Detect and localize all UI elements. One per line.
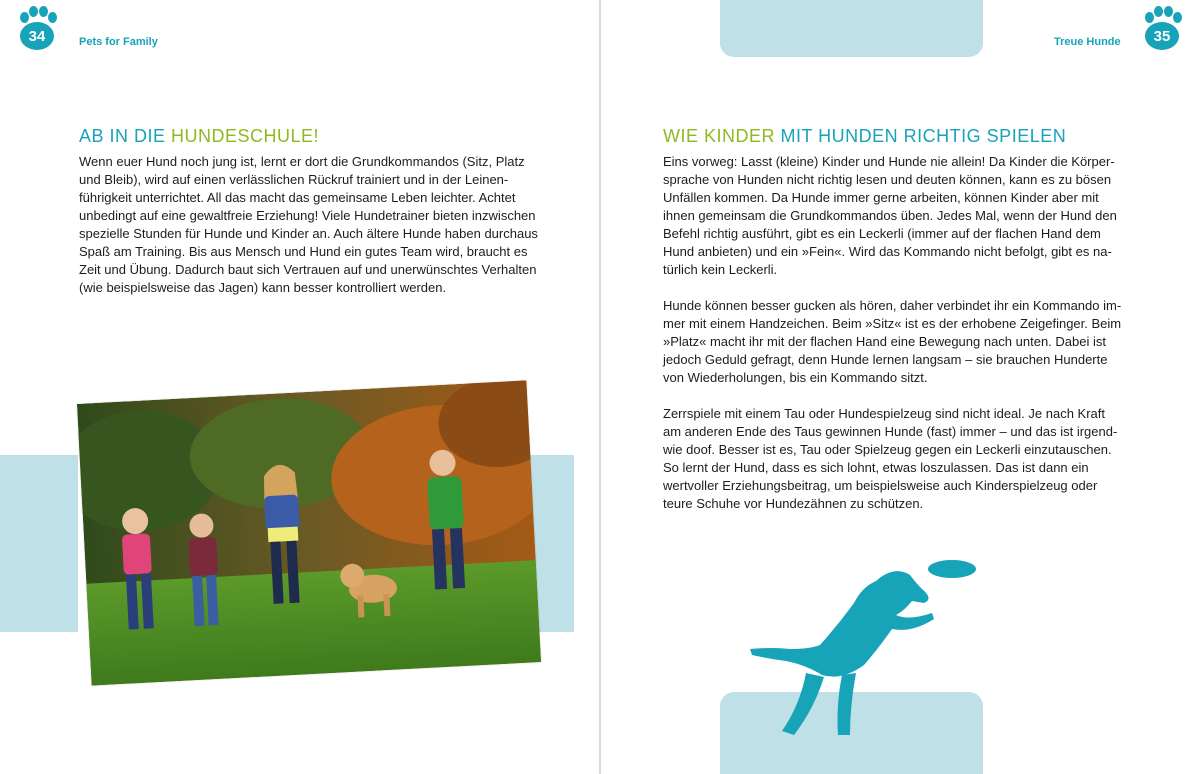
running-head: Pets for Family	[79, 36, 158, 48]
decor-band-left	[0, 455, 78, 632]
running-head: Treue Hunde	[1054, 36, 1121, 48]
paw-icon	[1141, 4, 1183, 52]
page-number: 35	[1145, 22, 1179, 50]
paragraph-3: Zerrspiele mit einem Tau oder Hundespielzeug sind nicht ideal. Je nach Kraft am anderen Ende des Taus gewinnen Hunde (fast) immer – und das ist irgendwie doof. Besser ist es, Tau oder Spielzeug gegen ein Leckerli einzutauschen. So lernt der Hund, dass es sich lohnt, etwas loszulassen. Das ist dann ein wertvoller Erziehungsbeitrag, um beispielsweise auch Kinderspielzeug oder teure Schuhe vor Hundezähnen zu schützen.	[663, 406, 1118, 511]
paragraph-1: Eins vorweg: Lasst (kleine) Kinder und Hunde nie allein! Da Kinder die Körpersprache von Hunden nicht richtig lesen und deuten können, kann es zu bösen Unfällen kommen. Da Hunde immer gerne arbeiten, können Kinder aber mit ihnen gemeinsam die Grundkommandos üben. Jedes Mal, wenn der Hund den Befehl richtig ausführt, gibt es ein Leckerli (immer auf der flachen Hand dem Hund anbieten) und ein »Fein«. Wird das Kommando nicht befolgt, gibt es natürlich kein Leckerli.	[663, 154, 1117, 277]
section-heading: WIE KINDER MIT HUNDEN RICHTIG SPIELEN	[663, 126, 1067, 146]
right-page	[601, 0, 1200, 774]
section-heading: AB IN DIE HUNDESCHULE!	[79, 126, 320, 146]
paragraph-2: Hunde können besser gucken als hören, daher verbindet ihr ein Kommando immer mit einem Handzeichen. Beim »Sitz« ist es der erhobene Zeigefinger. Beim »Platz« macht ihr mit der flachen Hand eine Bewegung nach unten. Dabei ist jedoch Geduld gefragt, denn Hunde lernen langsam – sie brauchen Hunderte von Wiederholungen, bis ein Kommando sitzt.	[663, 298, 1122, 385]
photo-kids-playing-with-puppy	[77, 380, 541, 685]
dog-frisbee-silhouette	[746, 555, 986, 745]
paw-icon	[16, 4, 58, 52]
page-number: 34	[20, 22, 54, 50]
body-paragraph: Wenn euer Hund noch jung ist, lernt er dort die Grundkommandos (Sitz, Platz und Bleib), wird auf einen verlässlichen Rückruf trainiert und in der Leinenführigkeit unterrichtet. All das macht das gemeinsame Leben leichter. Achtet unbedingt auf eine gewaltfreie Erziehung! Viele Hundetrainer bieten inzwischen spezielle Stunden für Hunde und Kinder an. Auch ältere Hunde haben durchaus Spaß am Training. Bis aus Mensch und Hund ein gutes Team wird, braucht es Zeit und Übung. Dadurch baut sich Vertrauen auf und unerwünschtes Verhalten (wie beispielsweise das Jagen) kann besser kontrolliert werden.	[79, 154, 538, 295]
decor-band-top	[720, 0, 983, 57]
body-text	[663, 153, 1123, 531]
